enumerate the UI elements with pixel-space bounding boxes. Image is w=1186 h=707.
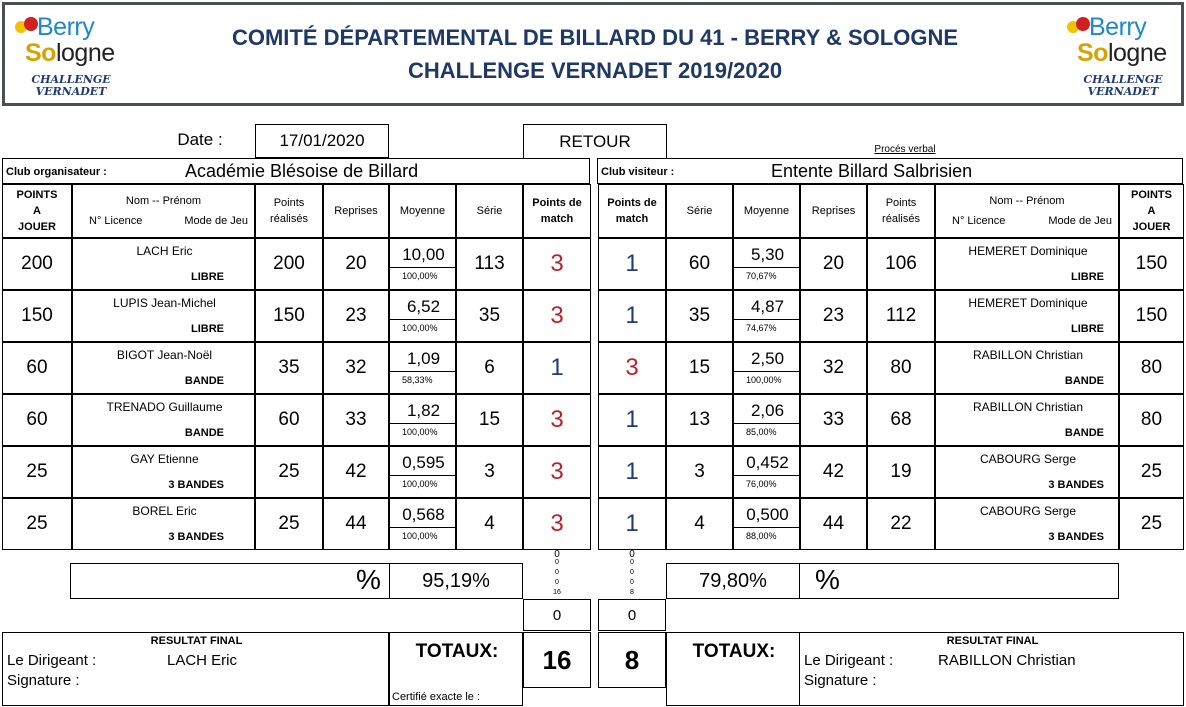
moyenne-value: 5,30 — [734, 242, 801, 268]
reprises-away: 20 — [800, 238, 867, 290]
col-header-points-match-home — [523, 184, 591, 238]
away-total: 8 — [598, 632, 666, 688]
logo-text-sologne: Sologne — [25, 39, 115, 67]
points-realises-away: 19 — [867, 446, 935, 498]
moyenne-value: 1,09 — [390, 346, 457, 372]
small-number-home: 0 — [554, 549, 560, 560]
moyenne-value: 6,52 — [390, 294, 457, 320]
moyenne-cell-home — [389, 342, 456, 394]
logo-text-berry: Berry — [1089, 13, 1147, 41]
reprises-away: 23 — [800, 290, 867, 342]
home-total: 16 — [523, 632, 591, 688]
points-realises-home: 60 — [255, 394, 323, 446]
moyenne-cell-away — [733, 394, 800, 446]
home-zero: 0 — [523, 599, 591, 631]
game-mode: LIBRE — [1071, 271, 1104, 283]
player-cell-away — [935, 342, 1119, 394]
home-percent: 95,19% — [389, 563, 523, 599]
moyenne-cell-away — [733, 498, 800, 550]
moyenne-value: 0,500 — [734, 502, 801, 528]
points-a-jouer-home: 200 — [2, 238, 72, 290]
player-name: TRENADO Guillaume — [106, 400, 223, 414]
player-name: LACH Eric — [136, 244, 193, 258]
player-name: RABILLON Christian — [972, 400, 1084, 414]
reprises-away: 44 — [800, 498, 867, 550]
header-sub — [936, 213, 1118, 229]
moyenne-cell-home — [389, 394, 456, 446]
reprises-home: 42 — [323, 446, 389, 498]
logo-challenge: CHALLENGE VERNADET — [31, 73, 111, 98]
player-cell-home — [72, 498, 255, 550]
serie-away: 3 — [666, 446, 733, 498]
col-header-moyenne-home: Moyenne — [389, 184, 456, 238]
points-match-home: 1 — [523, 342, 591, 394]
points-realises-home: 200 — [255, 238, 323, 290]
home-result-box — [2, 632, 389, 706]
small-number-home: 0 — [555, 569, 559, 576]
page-subtitle: CHALLENGE VERNADET 2019/2020 — [407, 58, 783, 83]
points-a-jouer-home: 60 — [2, 342, 72, 394]
moyenne-percent: 100,00% — [746, 375, 782, 385]
totaux-label: TOTAUX: — [415, 641, 499, 662]
small-number-home: 16 — [553, 589, 561, 596]
points-a-jouer-away: 80 — [1119, 342, 1184, 394]
club-visiteur-bar — [597, 158, 1183, 184]
player-cell-away — [935, 238, 1119, 290]
col-header-serie-away: Série — [666, 184, 733, 238]
col-header-nom-away — [935, 184, 1119, 238]
small-number-away: 0 — [630, 559, 634, 566]
col-header-points-realises-away — [867, 184, 935, 238]
signature-label: Signature : — [804, 672, 877, 689]
points-realises-away: 22 — [867, 498, 935, 550]
player-name: CABOURG Serge — [979, 504, 1077, 518]
dirigeant-label: Le Dirigeant : — [804, 652, 894, 669]
moyenne-percent: 76,00% — [746, 479, 777, 489]
header-line: match — [615, 213, 649, 225]
match-type: RETOUR — [523, 124, 667, 158]
points-match-home: 3 — [523, 290, 591, 342]
date-label: Date : — [177, 130, 223, 149]
logo-text-sologne: Sologne — [1077, 39, 1167, 67]
points-realises-away: 112 — [867, 290, 935, 342]
moyenne-percent: 74,67% — [746, 323, 777, 333]
points-realises-home: 25 — [255, 498, 323, 550]
points-match-away: 1 — [598, 290, 666, 342]
points-match-home: 3 — [523, 238, 591, 290]
player-name: BOREL Eric — [132, 504, 197, 518]
col-header-points-match-away — [598, 184, 666, 238]
serie-away: 4 — [666, 498, 733, 550]
proces-verbal: Procés verbal — [874, 143, 936, 155]
game-mode: 3 BANDES — [168, 479, 224, 491]
ball-icon — [24, 17, 38, 31]
club-org-label: Club organisateur : — [6, 166, 107, 178]
reprises-home: 44 — [323, 498, 389, 550]
certifie-label: Certifié exacte le : — [392, 691, 481, 703]
col-header-points-realises-home — [255, 184, 323, 238]
header-line: JOUER — [1132, 221, 1171, 233]
header-line: A — [33, 205, 41, 217]
player-name: CABOURG Serge — [979, 452, 1077, 466]
reprises-away: 33 — [800, 394, 867, 446]
resultat-final-label: RESULTAT FINAL — [150, 635, 243, 647]
small-number-away: 0 — [630, 579, 634, 586]
points-a-jouer-away: 80 — [1119, 394, 1184, 446]
player-cell-away — [935, 290, 1119, 342]
serie-home: 4 — [456, 498, 523, 550]
serie-away: 35 — [666, 290, 733, 342]
header-mode: Mode de Jeu — [1048, 215, 1112, 227]
header-mode: Mode de Jeu — [184, 215, 248, 227]
away-result-box — [799, 632, 1184, 706]
moyenne-value: 10,00 — [390, 242, 457, 268]
points-a-jouer-home: 25 — [2, 498, 72, 550]
moyenne-cell-away — [733, 342, 800, 394]
small-number-home: 0 — [555, 579, 559, 586]
header-line: JOUER — [18, 221, 56, 233]
header-nom-prenom: Nom -- Prénom — [125, 195, 202, 207]
player-cell-away — [935, 498, 1119, 550]
col-header-nom-home — [72, 184, 255, 238]
header-line: réalisés — [882, 213, 920, 225]
home-dirigeant: LACH Eric — [167, 652, 238, 669]
game-mode: LIBRE — [191, 271, 224, 283]
player-name: LUPIS Jean-Michel — [113, 296, 216, 310]
game-mode: BANDE — [1064, 375, 1104, 387]
points-a-jouer-away: 150 — [1119, 290, 1184, 342]
small-number-away: 0 — [629, 549, 635, 560]
date-value: 17/01/2020 — [255, 124, 389, 158]
serie-away: 60 — [666, 238, 733, 290]
points-match-away: 1 — [598, 238, 666, 290]
club-org-name: Académie Blésoise de Billard — [185, 161, 419, 181]
points-a-jouer-home: 25 — [2, 446, 72, 498]
serie-home: 3 — [456, 446, 523, 498]
header-licence: N° Licence — [952, 215, 1006, 227]
col-header-reprises-away: Reprises — [800, 184, 867, 238]
away-totaux-box — [666, 632, 800, 706]
points-realises-away: 80 — [867, 342, 935, 394]
away-zero: 0 — [598, 599, 666, 631]
header-line: Points de — [532, 197, 582, 209]
away-dirigeant: RABILLON Christian — [938, 652, 1076, 669]
player-cell-home — [72, 342, 255, 394]
header-licence: N° Licence — [89, 215, 143, 227]
game-mode: BANDE — [184, 375, 224, 387]
player-name: GAY Etienne — [130, 452, 199, 466]
serie-home: 6 — [456, 342, 523, 394]
points-realises-home: 35 — [255, 342, 323, 394]
ball-icon — [1076, 17, 1090, 31]
moyenne-cell-home — [389, 238, 456, 290]
game-mode: BANDE — [1064, 427, 1104, 439]
moyenne-cell-away — [733, 446, 800, 498]
logo-text-berry: Berry — [37, 13, 95, 41]
logo-left — [11, 11, 131, 103]
club-vis-name: Entente Billard Salbrisien — [771, 161, 973, 181]
player-cell-away — [935, 394, 1119, 446]
club-organisateur-bar — [2, 158, 590, 184]
points-a-jouer-home: 60 — [2, 394, 72, 446]
reprises-home: 33 — [323, 394, 389, 446]
serie-home: 15 — [456, 394, 523, 446]
moyenne-cell-away — [733, 290, 800, 342]
points-a-jouer-away: 25 — [1119, 446, 1184, 498]
reprises-home: 23 — [323, 290, 389, 342]
header-line: A — [1147, 205, 1156, 217]
game-mode: LIBRE — [191, 323, 224, 335]
serie-home: 113 — [456, 238, 523, 290]
col-header-serie-home: Série — [456, 184, 523, 238]
game-mode: LIBRE — [1071, 323, 1104, 335]
points-match-away: 3 — [598, 342, 666, 394]
serie-home: 35 — [456, 290, 523, 342]
moyenne-percent: 100,00% — [402, 427, 438, 437]
game-mode: BANDE — [184, 427, 224, 439]
away-percent: 79,80% — [666, 563, 800, 599]
reprises-home: 20 — [323, 238, 389, 290]
moyenne-percent: 100,00% — [402, 479, 438, 489]
points-realises-home: 150 — [255, 290, 323, 342]
header-line: Points — [885, 197, 917, 209]
player-cell-away — [935, 446, 1119, 498]
percent-symbol: % — [815, 564, 840, 595]
moyenne-cell-home — [389, 290, 456, 342]
small-number-home: 0 — [555, 559, 559, 566]
moyenne-percent: 88,00% — [746, 531, 777, 541]
totaux-label: TOTAUX: — [692, 641, 776, 662]
player-cell-home — [72, 394, 255, 446]
reprises-away: 42 — [800, 446, 867, 498]
game-mode: 3 BANDES — [168, 531, 224, 543]
signature-label: Signature : — [7, 672, 80, 689]
points-realises-away: 68 — [867, 394, 935, 446]
points-match-away: 1 — [598, 498, 666, 550]
header-nom-prenom: Nom -- Prénom — [989, 195, 1065, 207]
points-match-away: 1 — [598, 394, 666, 446]
points-match-home: 3 — [523, 498, 591, 550]
points-a-jouer-home: 150 — [2, 290, 72, 342]
moyenne-value: 1,82 — [390, 398, 457, 424]
moyenne-percent: 70,67% — [746, 271, 777, 281]
player-name: RABILLON Christian — [972, 348, 1084, 362]
moyenne-value: 0,452 — [734, 450, 801, 476]
col-header-reprises-home: Reprises — [323, 184, 389, 238]
header-banner — [2, 2, 1184, 106]
small-number-away: 8 — [630, 589, 634, 596]
player-cell-home — [72, 446, 255, 498]
points-a-jouer-away: 150 — [1119, 238, 1184, 290]
player-name: HEMERET Dominique — [968, 244, 1088, 258]
moyenne-cell-home — [389, 446, 456, 498]
moyenne-percent: 100,00% — [402, 323, 438, 333]
header-line: Points de — [607, 197, 657, 209]
percent-symbol: % — [356, 564, 381, 595]
col-header-points-a-jouer-home — [2, 184, 72, 238]
moyenne-percent: 58,33% — [402, 375, 433, 385]
reprises-home: 32 — [323, 342, 389, 394]
moyenne-value: 2,06 — [734, 398, 801, 424]
page-title: COMITÉ DÉPARTEMENTAL DE BILLARD DU 41 - BERRY & SOLOGNE — [231, 25, 959, 50]
points-match-home: 3 — [523, 394, 591, 446]
moyenne-value: 0,595 — [390, 450, 457, 476]
moyenne-value: 4,87 — [734, 294, 801, 320]
header-sub — [73, 213, 254, 229]
small-number-away: 0 — [630, 569, 634, 576]
logo-right — [1063, 11, 1183, 103]
home-percent-box — [70, 563, 390, 599]
away-percent-box — [799, 563, 1119, 599]
header-line: réalisés — [270, 213, 308, 225]
player-cell-home — [72, 290, 255, 342]
logo-challenge: CHALLENGE VERNADET — [1083, 73, 1163, 98]
header-line: POINTS — [16, 189, 58, 201]
player-name: BIGOT Jean-Noël — [116, 348, 213, 362]
moyenne-percent: 85,00% — [746, 427, 777, 437]
moyenne-percent: 100,00% — [402, 271, 438, 281]
moyenne-cell-away — [733, 238, 800, 290]
home-totaux-box — [389, 632, 523, 706]
reprises-away: 32 — [800, 342, 867, 394]
dirigeant-label: Le Dirigeant : — [7, 652, 97, 669]
player-cell-home — [72, 238, 255, 290]
header-line: match — [540, 213, 574, 225]
points-realises-away: 106 — [867, 238, 935, 290]
points-match-home: 3 — [523, 446, 591, 498]
game-mode: 3 BANDES — [1048, 531, 1104, 543]
game-mode: 3 BANDES — [1048, 479, 1104, 491]
points-a-jouer-away: 25 — [1119, 498, 1184, 550]
header-line: POINTS — [1131, 189, 1172, 201]
player-name: HEMERET Dominique — [968, 296, 1088, 310]
serie-away: 13 — [666, 394, 733, 446]
points-match-away: 1 — [598, 446, 666, 498]
resultat-final-label: RESULTAT FINAL — [946, 635, 1039, 647]
header-line: Points — [273, 197, 305, 209]
moyenne-value: 0,568 — [390, 502, 457, 528]
points-realises-home: 25 — [255, 446, 323, 498]
col-header-moyenne-away: Moyenne — [733, 184, 800, 238]
col-header-points-a-jouer-away — [1119, 184, 1184, 238]
serie-away: 15 — [666, 342, 733, 394]
moyenne-value: 2,50 — [734, 346, 801, 372]
moyenne-cell-home — [389, 498, 456, 550]
moyenne-percent: 100,00% — [402, 531, 438, 541]
club-vis-label: Club visiteur : — [601, 166, 675, 178]
